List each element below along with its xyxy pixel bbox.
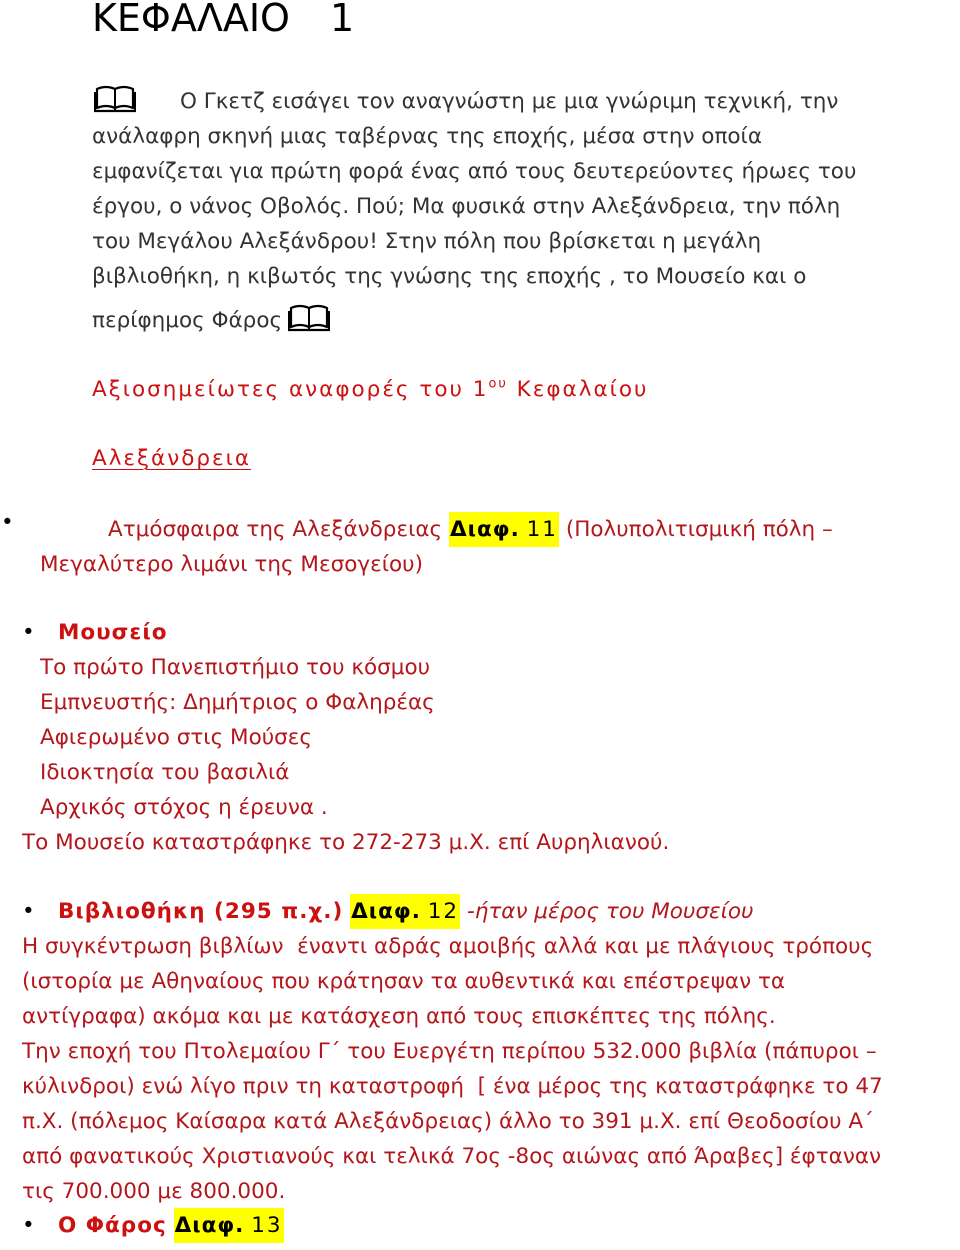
library-title: Βιβλιοθήκη (295 π.χ.) — [58, 899, 344, 924]
intro-line: ανάλαφρη σκηνή μιας ταβέρνας της εποχής, μέσα στην οποία — [92, 124, 763, 149]
intro-line-text: περίφημος Φάρος — [92, 308, 283, 333]
museum-fact: Ιδιοκτησία του βασιλιά — [40, 760, 290, 785]
reference-label: Διαφ. — [174, 1213, 245, 1238]
open-book-icon-graphic — [94, 85, 136, 113]
reference-number: 13 — [251, 1213, 283, 1238]
reference-badge — [174, 1208, 284, 1243]
reference-badge — [449, 512, 559, 547]
reference-number: 11 — [526, 517, 558, 542]
library-text-line: π.Χ. (πόλεμος Καίσαρα κατά Αλεξάνδρειας) άλλο το 391 μ.Χ. επί Θεοδοσίου Α΄ — [22, 1109, 874, 1134]
library-item — [58, 894, 754, 929]
intro-line-last — [92, 303, 330, 338]
chapter-number: 1 — [330, 0, 355, 40]
intro-line: βιβλιοθήκη, η κιβωτός της γνώσης της εποχής , το Μουσείο και ο — [92, 264, 807, 289]
bullet-icon: • — [22, 620, 35, 645]
library-text-line: Η συγκέντρωση βιβλίων έναντι αδράς αμοιβής αλλά και με πλάγιους τρόπους — [22, 934, 874, 959]
library-text-line: αντίγραφα) ακόμα και με κατάσχεση από τους επισκέπτες της πόλης. — [22, 1004, 776, 1029]
library-text-line: τις 700.000 με 800.000. — [22, 1179, 286, 1204]
open-book-icon — [288, 304, 330, 332]
lighthouse-title: Ο Φάρος — [58, 1213, 167, 1238]
intro-line: του Μεγάλου Αλεξάνδρου! Στην πόλη που βρίσκεται η μεγάλη — [92, 229, 762, 254]
bullet-icon: • — [22, 899, 35, 924]
museum-destruction-note: Το Μουσείο καταστράφηκε το 272-273 μ.Χ. επί Αυρηλιανού. — [22, 830, 670, 855]
library-text-line: κύλινδροι) ενώ λίγο πριν τη καταστροφή [ ένα μέρος της καταστράφηκε το 47 — [22, 1074, 883, 1099]
reference-badge — [350, 894, 460, 929]
intro-line: έργου, ο νάνος Οβολός. Πού; Μα φυσικά στην Αλεξάνδρεια, την πόλη — [92, 194, 841, 219]
library-text-line: Την εποχή του Πτολεμαίου Γ΄ του Ευεργέτη περίπου 532.000 βιβλία (πάπυροι – — [22, 1039, 877, 1064]
bullet-icon: • — [1, 510, 14, 535]
atmosphere-label: Ατμόσφαιρα της Αλεξάνδρειας — [108, 517, 443, 542]
intro-line: Ο Γκετζ εισάγει τον αναγνώστη με μια γνώριμη τεχνική, την — [180, 89, 839, 114]
heading-text: Αξιοσημείωτες αναφορές του 1 — [92, 377, 489, 402]
library-text-line: από φανατικούς Χριστιανούς και τελικά 7ος -8ος αιώνας από Άραβες] έφταναν — [22, 1144, 882, 1169]
library-note: -ήταν μέρος του Μουσείου — [466, 899, 754, 924]
atmosphere-item — [108, 512, 833, 547]
section-title-alexandria: Αλεξάνδρεια — [92, 446, 252, 471]
museum-fact: Εμπνευστής: Δημήτριος ο Φαληρέας — [40, 690, 435, 715]
open-book-icon-graphic — [288, 304, 330, 332]
lighthouse-item — [58, 1208, 284, 1243]
museum-title: Μουσείο — [58, 620, 168, 645]
reference-label: Διαφ. — [351, 899, 421, 924]
library-text-line: (ιστορία με Αθηναίους που κράτησαν τα αυθεντικά και επέστρεψαν τα — [22, 969, 786, 994]
chapter-title: ΚΕΦΑΛΑΙΟ — [92, 0, 290, 40]
museum-fact: Αρχικός στόχος η έρευνα . — [40, 795, 328, 820]
museum-fact: Αφιερωμένο στις Μούσες — [40, 725, 313, 750]
bullet-icon: • — [22, 1213, 35, 1238]
heading-text-end: Κεφαλαίου — [516, 377, 649, 402]
reference-label: Διαφ. — [449, 517, 520, 542]
notable-references-heading — [92, 372, 649, 407]
atmosphere-note: (Πολυπολιτισμική πόλη – — [565, 517, 833, 542]
open-book-icon — [94, 85, 136, 113]
atmosphere-note-continued: Μεγαλύτερο λιμάνι της Μεσογείου) — [40, 552, 423, 577]
museum-fact: Το πρώτο Πανεπιστήμιο του κόσμου — [40, 655, 431, 680]
reference-number: 12 — [427, 899, 460, 924]
ordinal-superscript: ου — [488, 376, 508, 392]
intro-line: εμφανίζεται για πρώτη φορά ένας από τους δευτερεύοντες ήρωες του — [92, 159, 857, 184]
